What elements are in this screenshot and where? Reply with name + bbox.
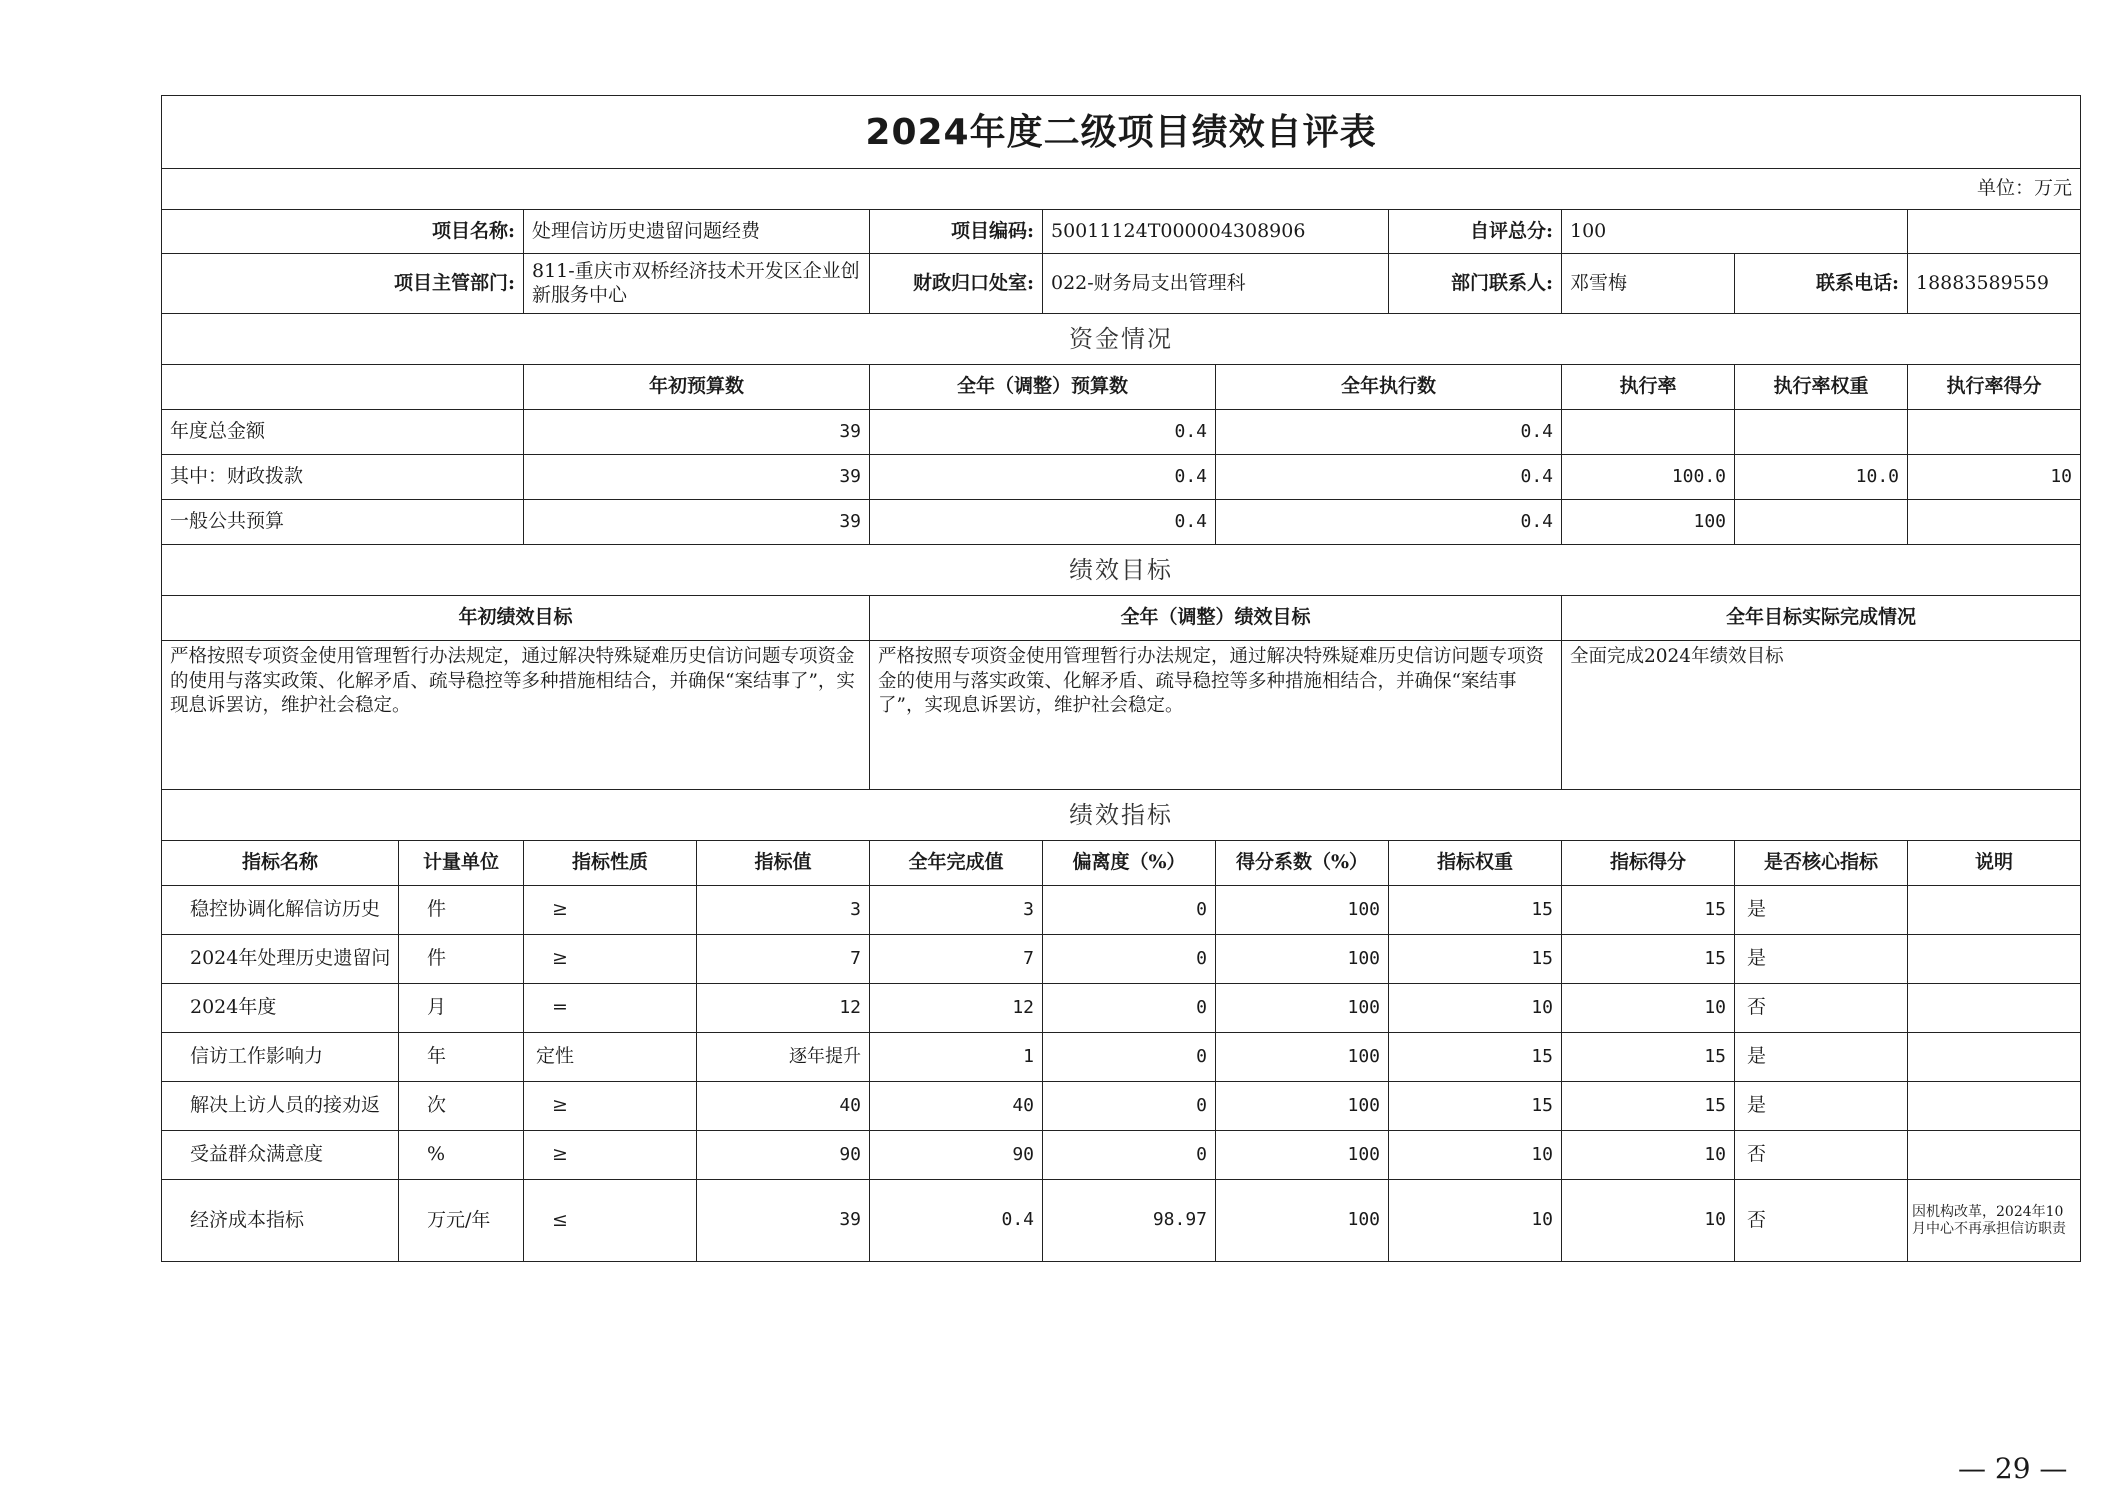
empty-cell [1908,210,2081,254]
performance-evaluation-table [161,95,2081,1262]
ind-nature: = [524,984,697,1033]
ind-target: 3 [697,886,870,935]
goals-header-initial: 年初绩效目标 [162,596,870,641]
ind-done: 1 [870,1033,1043,1082]
funds-row-rate [1562,410,1735,455]
ind-unit: 件 [399,935,524,984]
ind-unit: 万元/年 [399,1180,524,1262]
funds-row [162,500,2081,545]
page-number: — 29 — [1958,1452,2068,1485]
funds-row-initial: 39 [524,455,870,500]
ind-target: 90 [697,1131,870,1180]
ind-score: 15 [1562,1082,1735,1131]
ind-header-core: 是否核心指标 [1735,841,1908,886]
funds-header-weight: 执行率权重 [1735,365,1908,410]
ind-core: 否 [1735,1180,1908,1262]
funds-header-adjusted: 全年（调整）预算数 [870,365,1216,410]
funds-header-score: 执行率得分 [1908,365,2081,410]
goals-header-actual: 全年目标实际完成情况 [1562,596,2081,641]
page-title: 2024年度二级项目绩效自评表 [162,96,2081,169]
ind-core: 是 [1735,935,1908,984]
funds-row-executed: 0.4 [1216,500,1562,545]
indicator-row [162,1180,2081,1262]
ind-weight: 10 [1389,1131,1562,1180]
ind-note [1908,984,2081,1033]
funds-header-rate: 执行率 [1562,365,1735,410]
finance-value: 022-财务局支出管理科 [1043,254,1389,314]
ind-unit: 年 [399,1033,524,1082]
ind-name: 稳控协调化解信访历史 [162,886,399,935]
ind-deviation: 0 [1043,886,1216,935]
ind-header-weight: 指标权重 [1389,841,1562,886]
ind-done: 3 [870,886,1043,935]
ind-deviation: 0 [1043,984,1216,1033]
ind-header-note: 说明 [1908,841,2081,886]
ind-header-done: 全年完成值 [870,841,1043,886]
goal-initial-text: 严格按照专项资金使用管理暂行办法规定，通过解决特殊疑难历史信访问题专项资金的使用与落实政策、化解矛盾、疏导稳控等多种措施相结合，并确保“案结事了”，实现息诉罢访，维护社会稳定。 [162,641,870,790]
ind-unit: 次 [399,1082,524,1131]
finance-label: 财政归口处室: [870,254,1043,314]
funds-row-executed: 0.4 [1216,455,1562,500]
funds-row [162,410,2081,455]
contact-value: 邓雪梅 [1562,254,1735,314]
dept-value: 811-重庆市双桥经济技术开发区企业创新服务中心 [524,254,870,314]
ind-unit: % [399,1131,524,1180]
ind-core: 是 [1735,1033,1908,1082]
ind-weight: 15 [1389,1033,1562,1082]
contact-label: 部门联系人: [1389,254,1562,314]
funds-row-score [1908,500,2081,545]
funds-row-weight [1735,410,1908,455]
funds-row-score [1908,410,2081,455]
ind-weight: 10 [1389,984,1562,1033]
ind-nature: ≤ [524,1180,697,1262]
ind-name: 解决上访人员的接劝返 [162,1082,399,1131]
ind-coef: 100 [1216,1082,1389,1131]
ind-core: 否 [1735,1131,1908,1180]
ind-nature: 定性 [524,1033,697,1082]
funds-row-name: 其中：财政拨款 [162,455,524,500]
goal-adjusted-text: 严格按照专项资金使用管理暂行办法规定，通过解决特殊疑难历史信访问题专项资金的使用与落实政策、化解矛盾、疏导稳控等多种措施相结合，并确保“案结事了”，实现息诉罢访，维护社会稳定。 [870,641,1562,790]
ind-weight: 15 [1389,1082,1562,1131]
project-code-value: 50011124T000004308906 [1043,210,1389,254]
ind-core: 否 [1735,984,1908,1033]
goals-section-title: 绩效目标 [162,545,2081,596]
project-name-label: 项目名称: [162,210,524,254]
funds-section-title: 资金情况 [162,314,2081,365]
funds-header-blank [162,365,524,410]
goals-header-adjusted: 全年（调整）绩效目标 [870,596,1562,641]
ind-unit: 件 [399,886,524,935]
phone-value: 18883589559 [1908,254,2081,314]
ind-deviation: 0 [1043,1033,1216,1082]
ind-nature: ≥ [524,935,697,984]
ind-note [1908,1033,2081,1082]
ind-done: 90 [870,1131,1043,1180]
funds-row-adjusted: 0.4 [870,455,1216,500]
ind-header-coef: 得分系数（%） [1216,841,1389,886]
ind-name: 信访工作影响力 [162,1033,399,1082]
self-score-value: 100 [1562,210,1908,254]
funds-row-initial: 39 [524,500,870,545]
ind-score: 10 [1562,984,1735,1033]
ind-score: 15 [1562,886,1735,935]
dept-label: 项目主管部门: [162,254,524,314]
ind-header-deviation: 偏离度（%） [1043,841,1216,886]
ind-target: 逐年提升 [697,1033,870,1082]
ind-score: 15 [1562,1033,1735,1082]
ind-note [1908,886,2081,935]
goal-actual-text: 全面完成2024年绩效目标 [1562,641,2081,790]
ind-deviation: 98.97 [1043,1180,1216,1262]
phone-label: 联系电话: [1735,254,1908,314]
ind-weight: 15 [1389,935,1562,984]
ind-nature: ≥ [524,1131,697,1180]
indicators-section-title: 绩效指标 [162,790,2081,841]
unit-label: 单位：万元 [162,169,2081,210]
ind-header-target: 指标值 [697,841,870,886]
indicator-row [162,984,2081,1033]
funds-header-executed: 全年执行数 [1216,365,1562,410]
ind-deviation: 0 [1043,935,1216,984]
ind-target: 40 [697,1082,870,1131]
ind-header-score: 指标得分 [1562,841,1735,886]
ind-header-nature: 指标性质 [524,841,697,886]
funds-row-weight [1735,500,1908,545]
ind-weight: 10 [1389,1180,1562,1262]
project-code-label: 项目编码: [870,210,1043,254]
ind-deviation: 0 [1043,1082,1216,1131]
ind-coef: 100 [1216,935,1389,984]
project-name-value: 处理信访历史遗留问题经费 [524,210,870,254]
ind-header-name: 指标名称 [162,841,399,886]
funds-row-weight: 10.0 [1735,455,1908,500]
ind-name: 受益群众满意度 [162,1131,399,1180]
indicator-row [162,1131,2081,1180]
funds-row-adjusted: 0.4 [870,410,1216,455]
funds-row [162,455,2081,500]
ind-note [1908,1131,2081,1180]
ind-name: 2024年处理历史遗留问 [162,935,399,984]
ind-done: 40 [870,1082,1043,1131]
ind-target: 12 [697,984,870,1033]
ind-score: 10 [1562,1131,1735,1180]
funds-row-executed: 0.4 [1216,410,1562,455]
ind-core: 是 [1735,1082,1908,1131]
indicator-row [162,886,2081,935]
funds-row-adjusted: 0.4 [870,500,1216,545]
ind-target: 39 [697,1180,870,1262]
indicator-row [162,1033,2081,1082]
funds-row-name: 年度总金额 [162,410,524,455]
ind-done: 0.4 [870,1180,1043,1262]
funds-row-rate: 100 [1562,500,1735,545]
ind-weight: 15 [1389,886,1562,935]
ind-name: 2024年度 [162,984,399,1033]
ind-nature: ≥ [524,1082,697,1131]
ind-coef: 100 [1216,1033,1389,1082]
ind-core: 是 [1735,886,1908,935]
ind-coef: 100 [1216,1180,1389,1262]
ind-coef: 100 [1216,984,1389,1033]
funds-header-initial: 年初预算数 [524,365,870,410]
ind-coef: 100 [1216,1131,1389,1180]
ind-done: 12 [870,984,1043,1033]
ind-score: 15 [1562,935,1735,984]
ind-score: 10 [1562,1180,1735,1262]
funds-row-initial: 39 [524,410,870,455]
self-score-label: 自评总分: [1389,210,1562,254]
ind-coef: 100 [1216,886,1389,935]
ind-note [1908,935,2081,984]
funds-row-score: 10 [1908,455,2081,500]
ind-done: 7 [870,935,1043,984]
funds-row-rate: 100.0 [1562,455,1735,500]
ind-name: 经济成本指标 [162,1180,399,1262]
indicator-row [162,1082,2081,1131]
funds-row-name: 一般公共预算 [162,500,524,545]
indicator-row [162,935,2081,984]
ind-target: 7 [697,935,870,984]
ind-note [1908,1082,2081,1131]
ind-deviation: 0 [1043,1131,1216,1180]
ind-nature: ≥ [524,886,697,935]
ind-unit: 月 [399,984,524,1033]
ind-note: 因机构改革，2024年10月中心不再承担信访职责 [1908,1180,2081,1262]
ind-header-unit: 计量单位 [399,841,524,886]
